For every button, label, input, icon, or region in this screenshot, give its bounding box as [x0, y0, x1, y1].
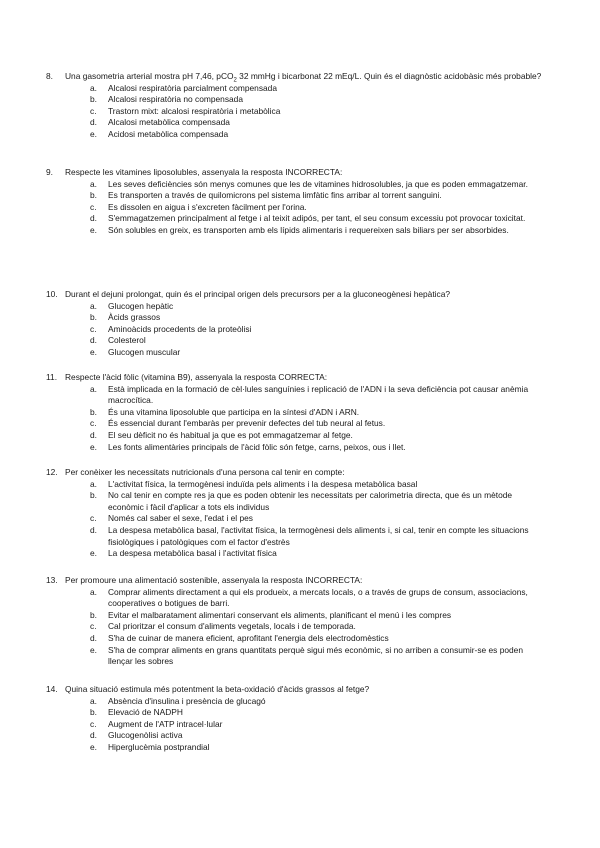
question-number: 11.	[46, 372, 58, 382]
option-d	[46, 633, 546, 645]
option-text: Augment de l'ATP intracel·lular	[108, 718, 223, 729]
option-a	[46, 179, 546, 191]
option-text: Les seves deficiències són menys comunes que les de vitamines hidrosolubles, ja que es poden emmagatzemar.	[108, 178, 528, 189]
option-text: No cal tenir en compte res ja que es poden obtenir les necessitats per calorimetria directa, que és un mètode econòmic i fàcil d'aplicar a tots els individus	[108, 490, 513, 512]
option-text: El seu dèficit no és habitual ja que es pot emmagatzemar al fetge.	[108, 429, 353, 440]
question-number: 12.	[46, 467, 58, 477]
option-e	[46, 347, 546, 359]
option-letter: c.	[90, 105, 97, 116]
option-text: Elevació de NADPH	[108, 707, 183, 718]
option-e	[46, 442, 546, 454]
option-text: S'emmagatzemen principalment al fetge i al teixit adipós, per tant, el seu consum excessiu pot provocar toxicitat.	[108, 213, 526, 224]
option-text: La despesa metabòlica basal i l'activitat física	[108, 548, 277, 559]
option-letter: b.	[90, 490, 97, 501]
options-list	[46, 587, 546, 668]
option-c	[46, 324, 546, 336]
option-letter: c.	[90, 718, 97, 729]
option-c	[46, 513, 546, 525]
option-letter: d.	[90, 632, 97, 643]
option-b	[46, 407, 546, 419]
option-letter: e.	[90, 548, 97, 559]
options-list	[46, 384, 546, 454]
option-text: Trastorn mixt: alcalosi respiratòria i metabòlica	[108, 105, 281, 116]
option-letter: b.	[90, 406, 97, 417]
option-letter: a.	[90, 300, 97, 311]
option-a	[46, 479, 546, 491]
option-letter: a.	[90, 586, 97, 597]
question-14	[46, 684, 546, 754]
question-9	[46, 167, 546, 237]
question-stem	[46, 684, 546, 696]
option-text: Àcids grassos	[108, 312, 161, 323]
option-letter: e.	[90, 346, 97, 357]
option-text: Evitar el malbaratament alimentari conservant els aliments, planificant el menú i les compres	[108, 609, 452, 620]
options-list	[46, 479, 546, 560]
option-letter: a.	[90, 478, 97, 489]
option-d	[46, 525, 546, 548]
question-stem	[46, 372, 546, 384]
option-text: Glucogen muscular	[108, 346, 181, 357]
option-letter: e.	[90, 224, 97, 235]
option-letter: e.	[90, 128, 97, 139]
option-e	[46, 742, 546, 754]
option-d	[46, 213, 546, 225]
option-a	[46, 384, 546, 407]
option-b	[46, 94, 546, 106]
question-text: Durant el dejuni prolongat, quin és el principal origen dels precursors per a la gluconeogènesi hepàtica?	[65, 289, 451, 299]
question-stem	[46, 289, 546, 301]
options-list	[46, 696, 546, 754]
question-number: 9.	[46, 167, 53, 177]
option-letter: c.	[90, 621, 97, 632]
option-letter: e.	[90, 441, 97, 452]
option-d	[46, 335, 546, 347]
option-a	[46, 587, 546, 610]
option-a	[46, 83, 546, 95]
question-text: Per promoure una alimentació sostenible, assenyala la resposta INCORRECTA:	[65, 575, 363, 585]
option-letter: b.	[90, 94, 97, 105]
option-letter: c.	[90, 323, 97, 334]
option-letter: b.	[90, 312, 97, 323]
option-text: Està implicada en la formació de cèl·lules sanguínies i replicació de l'ADN i la seva deficiència pot causar anèmia macrocítica.	[108, 383, 529, 406]
option-letter: c.	[90, 418, 97, 429]
option-text: L'activitat física, la termogènesi induïda pels aliments i la despesa metabòlica basal	[108, 478, 418, 489]
option-e	[46, 645, 546, 668]
option-letter: d.	[90, 117, 97, 128]
option-d	[46, 430, 546, 442]
option-text: És una vitamina liposoluble que participa en la síntesi d'ADN i ARN.	[108, 406, 360, 417]
option-text: Glucogen hepàtic	[108, 300, 174, 311]
option-a	[46, 301, 546, 313]
option-letter: d.	[90, 730, 97, 741]
option-letter: a.	[90, 695, 97, 706]
option-b	[46, 312, 546, 324]
question-8	[46, 71, 546, 141]
option-letter: d.	[90, 213, 97, 224]
option-a	[46, 696, 546, 708]
option-letter: a.	[90, 82, 97, 93]
option-text: Absència d'insulina i presència de glucagó	[108, 695, 266, 706]
question-text: Respecte les vitamines liposolubles, assenyala la resposta INCORRECTA:	[65, 167, 343, 177]
option-text: S'ha de cuinar de manera eficient, aprofitant l'energia dels electrodomèstics	[108, 632, 389, 643]
option-text: Són solubles en greix, es transporten amb els lípids alimentaris i requereixen sals biliars per ser absorbides.	[108, 224, 509, 235]
option-text: Hiperglucèmia postprandial	[108, 741, 210, 752]
option-text: Aminoàcids procedents de la proteòlisi	[108, 323, 252, 334]
option-letter: d.	[90, 524, 97, 535]
option-e	[46, 225, 546, 237]
question-text: Una gasometria arterial mostra pH 7,46, pCO$_2$ 32 mmHg i bicarbonat 22 mEq/L. Quin és el diagnòstic acidobàsic més probable?	[65, 71, 542, 84]
option-c	[46, 418, 546, 430]
option-letter: b.	[90, 609, 97, 620]
question-10	[46, 289, 546, 359]
question-stem	[46, 167, 546, 179]
option-text: Glucogenòlisi activa	[108, 730, 183, 741]
option-text: S'ha de comprar aliments en grans quantitats perquè sigui més econòmic, si no arriben a consumir-se es poden llençar les sobres	[108, 644, 523, 667]
option-letter: b.	[90, 707, 97, 718]
option-c	[46, 202, 546, 214]
option-c	[46, 621, 546, 633]
option-text: Comprar aliments directament a qui els produeix, a mercats locals, o a través de grups de consum, associacions, cooperatives o botigues de barri.	[108, 586, 528, 609]
option-text: Es transporten a través de quilomicrons pel sistema limfàtic fins arribar al torrent sanguini.	[108, 190, 442, 201]
option-text: És essencial durant l'embaràs per prevenir defectes del tub neural al fetus.	[108, 418, 386, 429]
option-letter: d.	[90, 429, 97, 440]
question-text: Respecte l'àcid fòlic (vitamina B9), assenyala la resposta CORRECTA:	[65, 372, 328, 382]
question-text: Quina situació estimula més potentment la beta-oxidació d'àcids grassos al fetge?	[65, 684, 370, 694]
question-stem	[46, 71, 546, 83]
option-letter: c.	[90, 513, 97, 524]
option-d	[46, 117, 546, 129]
option-letter: d.	[90, 335, 97, 346]
option-letter: a.	[90, 383, 97, 394]
question-number: 8.	[46, 71, 53, 81]
option-d	[46, 730, 546, 742]
option-letter: b.	[90, 190, 97, 201]
question-number: 14.	[46, 684, 58, 694]
option-c	[46, 719, 546, 731]
option-text: Només cal saber el sexe, l'edat i el pes	[108, 513, 253, 524]
option-b	[46, 490, 546, 513]
option-text: Cal prioritzar el consum d'aliments vegetals, locals i de temporada.	[108, 621, 356, 632]
option-text: La despesa metabòlica basal, l'activitat física, la termogènesi dels aliments i, si cal, tenir en compte les situacions fisiològiques i patològiques com el factor d'estrès	[108, 524, 529, 547]
options-list	[46, 179, 546, 237]
option-c	[46, 106, 546, 118]
option-text: Acidosi metabòlica compensada	[108, 128, 229, 139]
option-text: Es dissolen en aigua i s'excreten fàcilment per l'orina.	[108, 201, 307, 212]
question-number: 10.	[46, 289, 58, 299]
question-number: 13.	[46, 575, 58, 585]
option-letter: c.	[90, 201, 97, 212]
question-12	[46, 467, 546, 560]
option-text: Alcalosi respiratòria no compensada	[108, 94, 244, 105]
options-list	[46, 83, 546, 141]
option-text: Les fonts alimentàries principals de l'àcid fòlic són fetge, carns, peixos, ous i llet.	[108, 441, 406, 452]
option-e	[46, 548, 546, 560]
question-stem	[46, 467, 546, 479]
option-letter: a.	[90, 178, 97, 189]
question-11	[46, 372, 546, 453]
option-b	[46, 707, 546, 719]
option-b	[46, 190, 546, 202]
options-list	[46, 301, 546, 359]
option-text: Alcalosi metabòlica compensada	[108, 117, 230, 128]
option-text: Colesterol	[108, 335, 146, 346]
question-13	[46, 575, 546, 668]
option-e	[46, 129, 546, 141]
option-letter: e.	[90, 644, 97, 655]
question-text: Per conèixer les necessitats nutricionals d'una persona cal tenir en compte:	[65, 467, 345, 477]
option-text: Alcalosi respiratòria parcialment compensada	[108, 82, 277, 93]
option-letter: e.	[90, 741, 97, 752]
option-b	[46, 610, 546, 622]
question-stem	[46, 575, 546, 587]
